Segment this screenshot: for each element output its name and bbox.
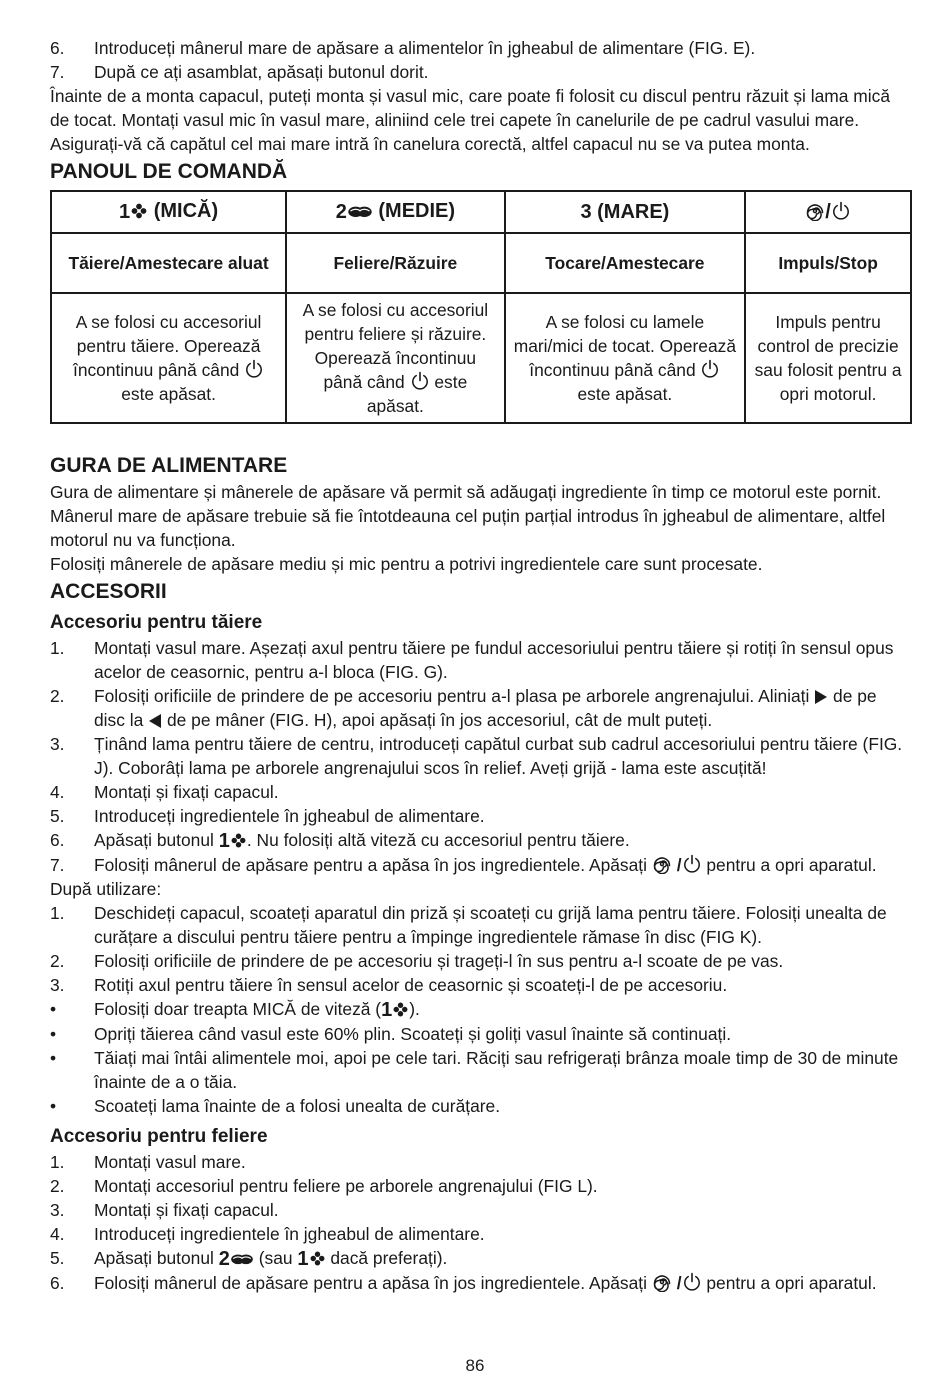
list-number: 5. bbox=[50, 1248, 65, 1268]
list-text: Ținând lama pentru tăiere de centru, introduceți capătul curbat sub cadrul accesoriului pentru tăiere (FIG. J). Coborâți lama pe arborele angrenajului scos în relief. Aveți grijă - lama este ascuțită! bbox=[94, 734, 903, 778]
speed-2-number: 2 bbox=[335, 201, 347, 223]
after-use-label: După utilizare: bbox=[50, 879, 162, 899]
list-text: Tăiați mai întâi alimentele moi, apoi pe cele tari. Răciți sau refrigerați brânza moale timp de 30 de minute înainte de a o tăia. bbox=[94, 1048, 899, 1092]
list-item bbox=[50, 1150, 912, 1174]
list-item bbox=[50, 804, 912, 828]
step-7-text-a: Folosiți mânerul de apăsare pentru a apăsa în jos ingredientele. Apăsați bbox=[94, 855, 647, 875]
power-icon bbox=[244, 359, 264, 379]
power-icon bbox=[831, 201, 851, 221]
speed-3-header bbox=[505, 191, 746, 233]
list-number: 7. bbox=[50, 62, 65, 82]
list-text: Introduceți ingredientele în jgheabul de alimentare. bbox=[94, 1224, 485, 1244]
list-item bbox=[50, 949, 912, 973]
list-text bbox=[94, 1271, 912, 1295]
list-item bbox=[50, 636, 912, 684]
list-text bbox=[94, 997, 912, 1022]
control-panel-heading: PANOUL DE COMANDĂ bbox=[50, 160, 288, 183]
slicing-heading: Accesoriu pentru feliere bbox=[50, 1126, 268, 1147]
bullet-item bbox=[50, 1046, 912, 1094]
chop-icon bbox=[309, 1250, 326, 1267]
list-number: 7. bbox=[50, 855, 65, 875]
pulse-icon bbox=[652, 854, 672, 874]
slice-icon bbox=[230, 1250, 254, 1267]
list-number: 3. bbox=[50, 734, 65, 754]
list-text: Opriți tăierea când vasul este 60% plin. Scoateți și goliți vasul înainte să continuați. bbox=[94, 1024, 732, 1044]
pulse-icon bbox=[805, 201, 825, 221]
function-1: Tăiere/Amestecare aluat bbox=[51, 233, 286, 293]
list-number: 1. bbox=[50, 903, 65, 923]
list-text: Montați accesoriul pentru feliere pe arborele angrenajului (FIG L). bbox=[94, 1176, 598, 1196]
list-number: 6. bbox=[50, 1273, 65, 1293]
bullet: • bbox=[50, 1048, 57, 1068]
power-icon bbox=[700, 359, 720, 379]
list-text: Montați vasul mare. Așezați axul pentru tăiere pe fundul accesoriului pentru tăiere și rotiți în sensul opus acelor de ceasornic, pentru a-l bloca (FIG. G). bbox=[94, 638, 894, 682]
bullet-1-text-a: Folosiți doar treapta MICĂ de viteză ( bbox=[94, 999, 382, 1019]
list-text bbox=[94, 828, 912, 853]
slicing-step-5-text-c: dacă preferați). bbox=[330, 1248, 448, 1268]
bullet: • bbox=[50, 1096, 57, 1116]
bullet-item bbox=[50, 1022, 912, 1046]
power-icon bbox=[682, 854, 702, 874]
list-item bbox=[50, 732, 912, 780]
speed-2-number: 2 bbox=[218, 1248, 230, 1270]
chop-icon bbox=[230, 832, 247, 849]
list-item bbox=[50, 828, 912, 853]
slicing-step-6-text-b: pentru a opri aparatul. bbox=[706, 1273, 877, 1293]
list-item bbox=[50, 60, 912, 84]
list-item bbox=[50, 1174, 912, 1198]
list-number: 4. bbox=[50, 1224, 65, 1244]
bullet-item bbox=[50, 997, 912, 1022]
list-text: Montați vasul mare. bbox=[94, 1152, 246, 1172]
feed-tube-heading: GURA DE ALIMENTARE bbox=[50, 454, 288, 477]
list-number: 6. bbox=[50, 830, 65, 850]
description-1 bbox=[51, 293, 286, 423]
description-3-tail: este apăsat. bbox=[577, 384, 673, 404]
page-number: 86 bbox=[465, 1356, 485, 1375]
chop-icon bbox=[130, 202, 148, 220]
speed-2-label: (MEDIE) bbox=[378, 200, 456, 222]
slicing-step-5-text-a: Apăsați butonul bbox=[94, 1248, 214, 1268]
list-text: Introduceți mânerul mare de apăsare a alimentelor în jgheabul de alimentare (FIG. E). bbox=[94, 38, 756, 58]
description-3-text: A se folosi cu lamele mari/mici de tocat. Operează încontinuu până când bbox=[513, 312, 737, 380]
pulse-separator: / bbox=[676, 855, 682, 875]
list-text: După ce ați asamblat, apăsați butonul dorit. bbox=[94, 62, 429, 82]
pulse-separator: / bbox=[676, 1273, 682, 1293]
description-4: Impuls pentru control de precizie sau folosit pentru a opri motorul. bbox=[745, 293, 911, 423]
list-number: 2. bbox=[50, 1176, 65, 1196]
list-item bbox=[50, 973, 912, 997]
pulse-icon bbox=[652, 1272, 672, 1292]
slicing-step-6-text-a: Folosiți mânerul de apăsare pentru a apăsa în jos ingredientele. Apăsați bbox=[94, 1273, 647, 1293]
list-text bbox=[94, 1246, 912, 1271]
list-number: 2. bbox=[50, 951, 65, 971]
list-item bbox=[50, 780, 912, 804]
speed-1-number: 1 bbox=[381, 999, 393, 1021]
step-2-text-b: de pe disc la bbox=[94, 686, 877, 730]
accessories-heading: ACCESORII bbox=[50, 580, 167, 603]
function-4: Impuls/Stop bbox=[745, 233, 911, 293]
function-3: Tocare/Amestecare bbox=[505, 233, 746, 293]
pulse-stop-header bbox=[745, 191, 911, 233]
intro-paragraph: Înainte de a monta capacul, puteți monta și vasul mic, care poate fi folosit cu discul pentru răzuit și lama mică de tocat. Montați vasul mic în vasul mare, aliniind cele trei capete în canelurile de pe cadrul vasului mare. Asigurați-vă că capătul cel mai mare intră în canelura corectă, altfel capacul nu se va putea monta. bbox=[50, 86, 890, 154]
description-1-tail: este apăsat. bbox=[121, 384, 216, 404]
list-number: 4. bbox=[50, 782, 65, 802]
speed-1-number: 1 bbox=[119, 201, 131, 223]
function-2: Feliere/Răzuire bbox=[286, 233, 504, 293]
bullet-1-text-b: ). bbox=[409, 999, 420, 1019]
description-2-tail: este apăsat. bbox=[366, 372, 468, 416]
list-text: Montați și fixați capacul. bbox=[94, 1200, 279, 1220]
speed-1-number: 1 bbox=[297, 1248, 309, 1270]
step-7-text-b: pentru a opri aparatul. bbox=[706, 855, 877, 875]
step-6-text-a: Apăsați butonul bbox=[94, 830, 214, 850]
control-panel-table bbox=[50, 190, 912, 424]
list-number: 1. bbox=[50, 638, 65, 658]
list-text: Rotiți axul pentru tăiere în sensul acelor de ceasornic și scoateți-l de pe accesoriu. bbox=[94, 975, 728, 995]
speed-1-header bbox=[51, 191, 286, 233]
pulse-separator: / bbox=[825, 200, 831, 223]
step-2-text-a: Folosiți orificiile de prindere de pe accesoriu pentru a-l plasa pe arborele angrenajului. Aliniați bbox=[94, 686, 810, 706]
list-item bbox=[50, 684, 912, 732]
list-number: 1. bbox=[50, 1152, 65, 1172]
chop-icon bbox=[392, 1001, 409, 1018]
list-text: Montați și fixați capacul. bbox=[94, 782, 279, 802]
feed-tube-paragraph-2: Folosiți mânerele de apăsare mediu și mic pentru a potrivi ingredientele care sunt procesate. bbox=[50, 554, 763, 574]
description-1-text: A se folosi cu accesoriul pentru tăiere. Operează încontinuu până când bbox=[72, 312, 262, 380]
slicing-step-5-text-b: (sau bbox=[258, 1248, 293, 1268]
speed-2-header bbox=[286, 191, 504, 233]
list-item bbox=[50, 1198, 912, 1222]
list-text: Introduceți ingredientele în jgheabul de alimentare. bbox=[94, 806, 485, 826]
list-number: 2. bbox=[50, 686, 65, 706]
document-page bbox=[50, 36, 912, 1295]
bullet: • bbox=[50, 1024, 57, 1044]
list-number: 3. bbox=[50, 1200, 65, 1220]
bullet: • bbox=[50, 999, 57, 1019]
list-text: Folosiți orificiile de prindere de pe accesoriu și trageți-l în sus pentru a-l scoate de pe vas. bbox=[94, 951, 784, 971]
list-item bbox=[50, 853, 912, 877]
list-item bbox=[50, 1246, 912, 1271]
list-item bbox=[50, 36, 912, 60]
list-number: 6. bbox=[50, 38, 65, 58]
list-text bbox=[94, 684, 912, 732]
speed-1-label: (MICĂ) bbox=[153, 200, 219, 222]
cutting-heading: Accesoriu pentru tăiere bbox=[50, 612, 263, 633]
list-number: 3. bbox=[50, 975, 65, 995]
list-item bbox=[50, 1222, 912, 1246]
description-2 bbox=[286, 293, 504, 423]
step-2-text-c: de pe mâner (FIG. H), apoi apăsați în jos accesoriul, cât de mult puteți. bbox=[166, 710, 713, 730]
list-item bbox=[50, 1271, 912, 1295]
speed-3-label: 3 (MARE) bbox=[580, 200, 670, 223]
step-6-text-b: . Nu folosiți altă viteză cu accesoriul pentru tăiere. bbox=[246, 830, 630, 850]
bullet-item bbox=[50, 1094, 912, 1118]
triangle-right-icon bbox=[814, 689, 828, 705]
list-item bbox=[50, 901, 912, 949]
speed-1-number: 1 bbox=[218, 830, 230, 852]
triangle-left-icon bbox=[148, 713, 162, 729]
description-3 bbox=[505, 293, 746, 423]
list-text: Scoateți lama înainte de a folosi unealta de curățare. bbox=[94, 1096, 501, 1116]
list-text bbox=[94, 853, 912, 877]
list-text: Deschideți capacul, scoateți aparatul din priză și scoateți cu grijă lama pentru tăiere. Folosiți unealta de curățare a discului pentru tăiere pentru a împinge ingredientele rămase în disc (FIG K). bbox=[94, 903, 887, 947]
list-number: 5. bbox=[50, 806, 65, 826]
slice-icon bbox=[347, 202, 373, 220]
power-icon bbox=[682, 1272, 702, 1292]
power-icon bbox=[410, 371, 430, 391]
description-2-text: A se folosi cu accesoriul pentru feliere și răzuire. Operează încontinuu până când bbox=[302, 300, 489, 392]
feed-tube-paragraph-1: Gura de alimentare și mânerele de apăsare vă permit să adăugați ingrediente în timp ce motorul este pornit. Mânerul mare de apăsare trebuie să fie întotdeauna cel puțin parțial introdus în jgheabul de alimentare, altfel motorul nu va funcționa. bbox=[50, 482, 886, 550]
